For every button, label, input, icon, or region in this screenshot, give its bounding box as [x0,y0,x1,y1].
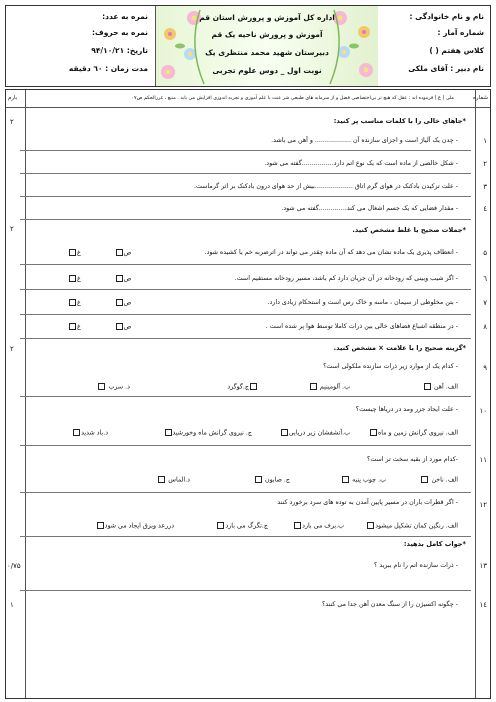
class-label: کلاس هفتم ( ) [429,46,484,55]
student-name-label: نام و نام خانوادگی : [409,12,484,21]
true-checkbox[interactable] [116,299,123,306]
question-number: ۹ [483,364,487,372]
tf-choice-row [68,275,131,283]
question-12-text: - اگر قطرات باران در مسیر پایین آمدن به توده های سرد برخورد کنند [277,499,458,506]
question-number: ۸ [483,323,487,331]
question-number: ۱۰ [479,407,487,415]
question-number: ۷ [483,299,487,307]
option-label: دررعد وبرق ایجاد می شود [104,522,174,530]
option-label: الف. نیروی گرانش زمین و ماه [377,429,458,437]
q9-option-c[interactable] [227,383,258,391]
q11-option-a[interactable] [420,476,458,484]
option-checkbox[interactable] [255,476,262,483]
false-label: غ [77,249,81,257]
exam-meta-column [6,6,156,86]
true-checkbox[interactable] [116,249,123,256]
tf-choice-row [68,299,131,307]
option-checkbox[interactable] [73,429,80,436]
q11-option-b[interactable] [341,476,386,484]
intro-quote: ملی ( ع ) فرموده اند : عقل که هیچ تر بی‌اختصاصی فضل و از سرمایه های طبیعی شر عنت با علم آموزی و تجربه اندوزی افزایش می یابد . منبع ، غررالحکم ص۰۷ [131,96,454,101]
q9-option-a[interactable] [423,383,458,391]
question-score: ۰/۷۵ [7,562,21,570]
option-checkbox[interactable] [421,476,428,483]
option-checkbox[interactable] [281,429,288,436]
option-label: د. سرب [108,383,130,391]
tf-choice-row [68,323,131,331]
option-checkbox[interactable] [310,383,317,390]
option-label: ب. آلومینیم [319,383,350,391]
tf-choice-row [68,249,131,257]
section-fill-blanks-title: *جاهای خالی را با کلمات مناسب پر کنید: [333,117,466,125]
question-number: ۱ [483,137,487,145]
false-checkbox[interactable] [69,275,76,282]
option-checkbox[interactable] [342,476,349,483]
question-number: ۲ [483,160,487,168]
exam-title: نوبت اول _ دوس علوم تجربی [212,66,322,75]
q9-option-b[interactable] [309,383,350,391]
q11-option-c[interactable] [254,476,290,484]
option-checkbox[interactable] [217,522,224,529]
section-full-answer-title: *جواب کامل بدهید: [403,540,466,548]
option-label: د.باد شدید [81,429,108,437]
question-10-text: - علت ایجاد جزر ومد در دریاها چیست؟ [355,406,458,413]
q10-option-c[interactable] [164,429,252,437]
option-checkbox[interactable] [158,476,165,483]
org-title-2: آموزش و پرورش ناحیه یک قم [211,30,323,39]
option-label: ج. صابون [265,476,290,484]
question-number: ۱۲ [479,501,487,509]
question-number: ٦ [483,275,487,283]
question-6-text: - اگر شیب وبینی که رودخانه در آن جریان دارد کم باشد، مسیر رودخانه مستقیم است. [234,275,458,282]
option-label: الف. ناخن [431,476,458,484]
option-checkbox[interactable] [370,429,377,436]
false-checkbox[interactable] [69,299,76,306]
exam-duration: مدت زمان : ٦۰ دقیقه [68,64,148,73]
q10-option-d[interactable] [72,429,108,437]
false-checkbox[interactable] [69,323,76,330]
question-8-text: - در منطقه اشباع فضاهای خالی بین ذرات کاملا توسط هوا پر شده است . [265,323,458,330]
row-number-header: شماره [472,95,488,101]
question-5-text: - انعطاف پذیری یک ماده نشان می دهد که آن ماده چقدر می تواند در اثرضربه خم یا کشیده شود. [204,249,458,256]
option-label: د.الماس [168,476,190,484]
section-score: ۲ [10,345,14,353]
question-number: ۱۱ [479,456,487,464]
score-header: بارم [8,95,18,101]
question-number: ٤ [483,205,487,213]
true-checkbox[interactable] [116,323,123,330]
q10-option-a[interactable] [369,429,458,437]
q12-option-b[interactable] [293,522,344,530]
option-checkbox[interactable] [367,522,374,529]
q12-option-a[interactable] [366,522,458,530]
exam-header [5,5,491,87]
question-11-text: -کدام مورد از بقیه سخت تر است؟ [366,456,458,463]
option-checkbox[interactable] [97,522,104,529]
q11-option-d[interactable] [157,476,190,484]
question-1-text: - چدن یک آلیاژ است و اجزای سازنده آن .................. و آهن می باشد. [271,137,458,144]
question-2-text: - شکل خالصی از ماده است که یک نوع اتم دارد................گفته می شود. [264,160,458,167]
question-4-text: - مقدار فضایی که یک جسم اشغال می کند..............گفته می شود. [281,205,458,212]
q12-option-d[interactable] [96,522,174,530]
student-info-column [377,6,490,86]
option-label: ب. چوب پنبه [352,476,386,484]
option-label: ج. نیروی گرانش ماه وخورشید [172,429,252,437]
section-score: ۲ [10,118,14,126]
exam-date: تاریخ: ۹۴/۱۰/۲۱ [91,46,148,55]
school-info-column [155,6,378,86]
option-label: الف. رنگین کمان تشکیل میشود [375,522,458,530]
section-true-false-title: *جملات صحیح یا غلط مشخص کنید. [352,226,466,234]
true-checkbox[interactable] [116,275,123,282]
teacher-label: نام دبیر : آقای ملکی [408,64,484,73]
org-title-1: اداره کل آموزش و پرورش استان قم [199,13,335,22]
score-numeric-label: نمره به عدد: [102,12,148,21]
question-13-text: - ذرات سازنده اتم را نام ببرید ؟ [374,562,458,569]
option-label: ب.برف می بارد [302,522,344,530]
section-score: ۲ [10,225,14,233]
question-number: ۳ [483,183,487,191]
option-checkbox[interactable] [98,383,105,390]
question-number: ۱۳ [479,562,487,570]
true-label: ص [123,249,132,257]
question-14-text: - چگونه اکسیژن را از سنگ معدن آهن جدا می کنند؟ [321,601,458,608]
option-label: ب.آتشفشان زیر دریایی [288,429,350,437]
option-checkbox[interactable] [165,429,172,436]
false-label: غ [77,299,81,307]
question-9-text: - کدام یک از موارد زیر ذرات سازنده ملکولی است؟ [323,363,458,370]
question-7-text: - بتن مخلوطی از سیمان ، ماسه و خاک رس است و استحکام زیادی دارد. [267,299,458,306]
question-number: ۱٤ [479,601,487,609]
option-label: الف. آهن [433,383,458,391]
false-label: غ [77,323,81,331]
option-label: ج.تگرگ می بارد [225,522,268,530]
question-score: ۱ [10,601,14,609]
option-checkbox[interactable] [424,383,431,390]
option-label: ج.گوگرد [227,383,249,391]
q9-option-d[interactable] [97,383,130,391]
option-checkbox[interactable] [294,522,301,529]
true-label: ص [123,299,132,307]
q12-option-c[interactable] [216,522,268,530]
questions-table [5,89,491,699]
option-checkbox[interactable] [250,383,257,390]
question-3-text: - علت ترکیدن بادکنک در هوای گرم اتاق ...................بیش از حد هوای درون بادکنک بر اثر گرماست. [193,183,458,190]
q10-option-b[interactable] [280,429,350,437]
question-number: ۵ [483,249,487,257]
score-letters-label: نمره به حروف: [92,28,148,37]
false-label: غ [77,275,81,283]
intro-row [6,90,490,108]
school-name: دبیرستان شهید محمد منتظری یک [205,48,329,57]
false-checkbox[interactable] [69,249,76,256]
true-label: ص [123,275,132,283]
section-multiple-choice-title: *گزینه صحیح را با علامت × مشخص کنید. [333,344,466,352]
seat-number-label: شماره آمار : [437,28,484,37]
true-label: ص [123,323,132,331]
